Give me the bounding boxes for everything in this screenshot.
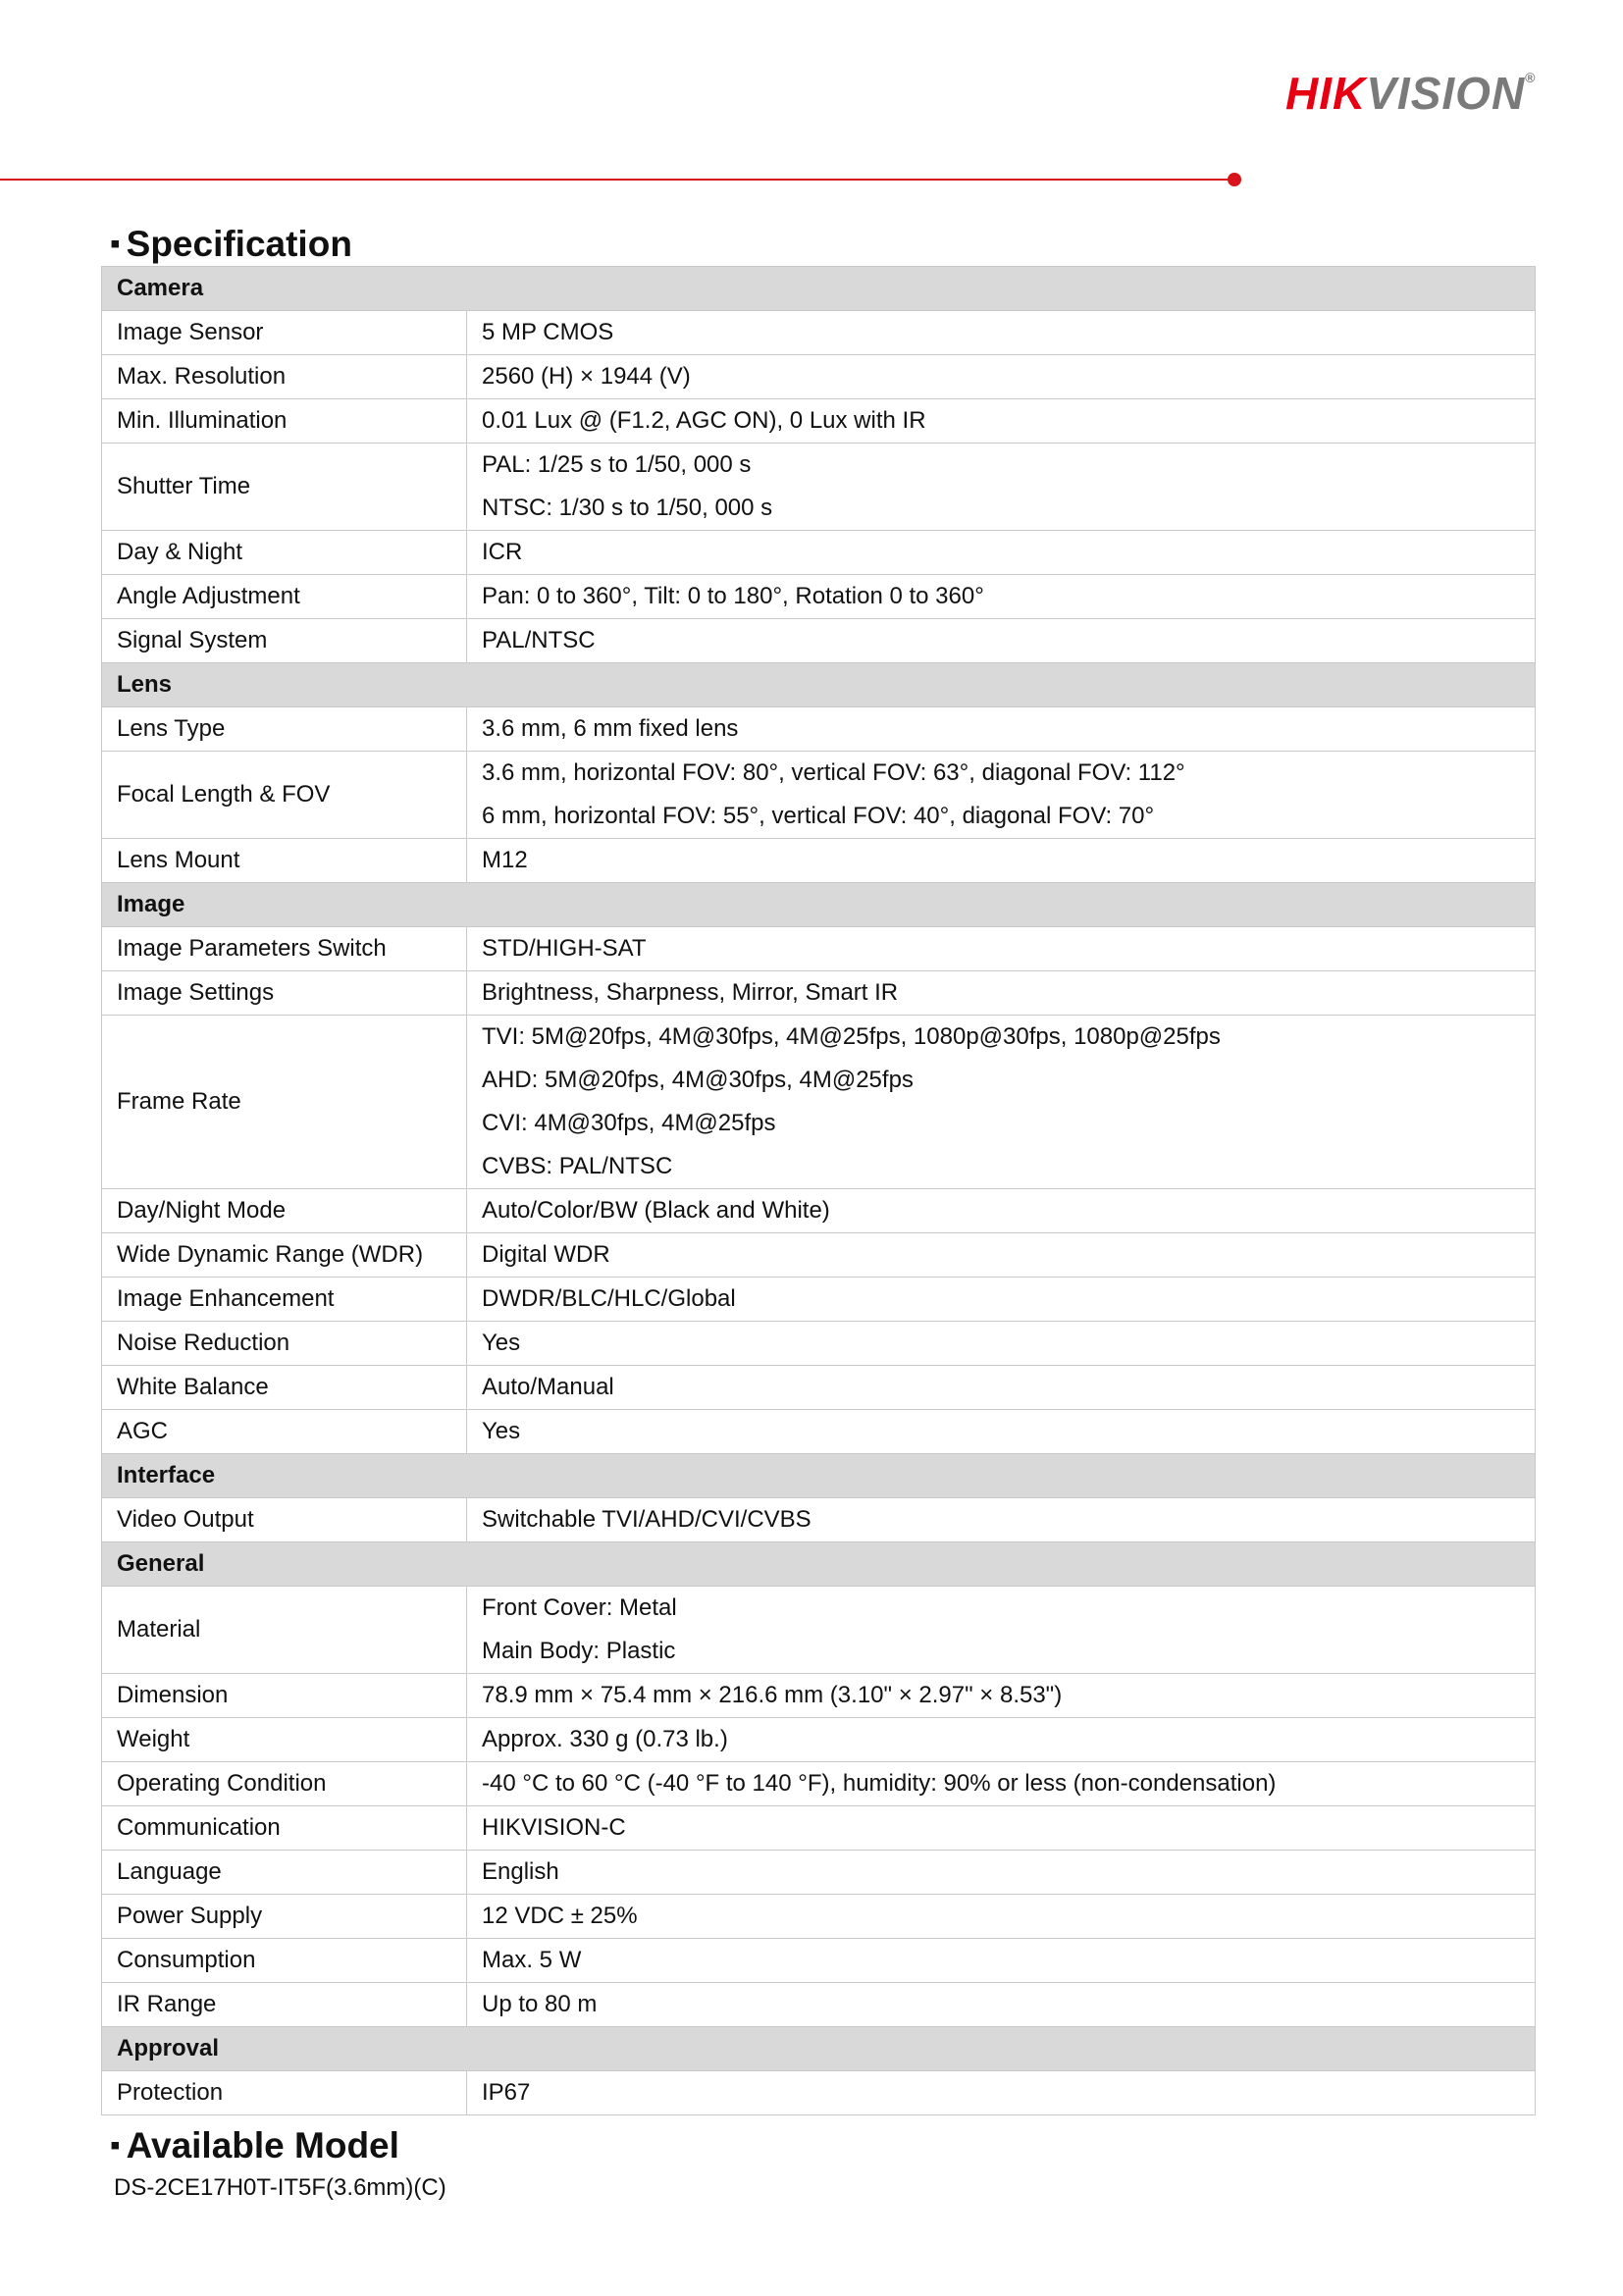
spec-label: Dimension [102,1674,467,1718]
spec-label: Material [102,1587,467,1674]
category-row-general [102,1542,1536,1587]
spec-value: 6 mm, horizontal FOV: 55°, vertical FOV: 40°, diagonal FOV: 70° [482,803,1155,829]
spec-value-cell [467,1366,1536,1410]
spec-row [102,1806,1536,1851]
spec-value: ICR [482,539,523,565]
category-label: Image [102,883,1536,927]
specification-table-body [102,267,1536,2115]
spec-row [102,575,1536,619]
spec-row [102,1233,1536,1278]
header-rule [0,179,1229,181]
spec-value: 3.6 mm, 6 mm fixed lens [482,715,739,742]
spec-value-cell [467,1587,1536,1674]
spec-label: Angle Adjustment [102,575,467,619]
spec-row [102,1718,1536,1762]
spec-row [102,971,1536,1016]
spec-row [102,1189,1536,1233]
spec-row [102,1674,1536,1718]
spec-value-cell [467,1806,1536,1851]
spec-label: Day & Night [102,531,467,575]
spec-value: PAL/NTSC [482,627,596,653]
spec-row [102,1366,1536,1410]
spec-value-cell [467,1410,1536,1454]
spec-value-cell [467,1189,1536,1233]
category-label: General [102,1542,1536,1587]
spec-row [102,1498,1536,1542]
spec-label: Video Output [102,1498,467,1542]
model-number: DS-2CE17H0T-IT5F(3.6mm)(C) [114,2174,446,2201]
spec-value: NTSC: 1/30 s to 1/50, 000 s [482,495,773,521]
spec-row [102,355,1536,399]
spec-label: Protection [102,2071,467,2115]
spec-value-cell [467,1674,1536,1718]
spec-value: Brightness, Sharpness, Mirror, Smart IR [482,979,899,1006]
spec-row [102,1895,1536,1939]
spec-value-cell [467,311,1536,355]
spec-row [102,1278,1536,1322]
spec-value-cell [467,1233,1536,1278]
spec-label: Signal System [102,619,467,663]
spec-label: Consumption [102,1939,467,1983]
specification-heading [110,226,352,262]
spec-label: Power Supply [102,1895,467,1939]
spec-value: 3.6 mm, horizontal FOV: 80°, vertical FOV: 63°, diagonal FOV: 112° [482,759,1185,786]
spec-value-cell [467,1016,1536,1189]
spec-value-cell [467,839,1536,883]
spec-value-cell [467,575,1536,619]
spec-label: Lens Type [102,707,467,752]
spec-value: STD/HIGH-SAT [482,935,647,962]
spec-row [102,707,1536,752]
spec-value-cell [467,971,1536,1016]
spec-value: 5 MP CMOS [482,319,614,345]
spec-label: Min. Illumination [102,399,467,444]
spec-value: Max. 5 W [482,1947,582,1973]
spec-label: Weight [102,1718,467,1762]
spec-value: 0.01 Lux @ (F1.2, AGC ON), 0 Lux with IR [482,407,926,434]
spec-row [102,1322,1536,1366]
category-row-image [102,883,1536,927]
available-model-heading-text: Available Model [126,2125,399,2166]
spec-value-cell [467,444,1536,531]
spec-value-cell [467,1895,1536,1939]
spec-label: Lens Mount [102,839,467,883]
spec-value-cell [467,927,1536,971]
spec-label: IR Range [102,1983,467,2027]
spec-row [102,927,1536,971]
spec-row [102,444,1536,531]
spec-row [102,619,1536,663]
spec-label: Day/Night Mode [102,1189,467,1233]
spec-row [102,311,1536,355]
category-row-approval [102,2027,1536,2071]
spec-value: CVI: 4M@30fps, 4M@25fps [482,1110,776,1136]
spec-value-cell [467,1851,1536,1895]
spec-value-cell [467,1718,1536,1762]
header-rule-dot [1228,173,1241,186]
spec-row [102,1939,1536,1983]
spec-value: Front Cover: Metal [482,1594,677,1621]
spec-row [102,839,1536,883]
spec-label: Image Enhancement [102,1278,467,1322]
square-bullet-icon: ▪ [110,228,121,260]
spec-value: Digital WDR [482,1241,610,1268]
spec-value: Pan: 0 to 360°, Tilt: 0 to 180°, Rotation 0 to 360° [482,583,984,609]
spec-value-cell [467,355,1536,399]
spec-value: Approx. 330 g (0.73 lb.) [482,1726,728,1752]
spec-value: -40 °C to 60 °C (-40 °F to 140 °F), humidity: 90% or less (non-condensation) [482,1770,1277,1797]
spec-value-cell [467,1498,1536,1542]
spec-value-cell [467,1278,1536,1322]
spec-value: 12 VDC ± 25% [482,1903,638,1929]
spec-value-cell [467,1762,1536,1806]
spec-label: Focal Length & FOV [102,752,467,839]
spec-row [102,399,1536,444]
spec-value-cell [467,707,1536,752]
spec-value: Up to 80 m [482,1991,598,2017]
specification-table [101,266,1536,2115]
specification-heading-text: Specification [126,224,352,264]
spec-row [102,1851,1536,1895]
spec-row [102,1587,1536,1674]
category-label: Lens [102,663,1536,707]
spec-label: Image Parameters Switch [102,927,467,971]
logo-registered-mark: ® [1525,70,1537,85]
category-row-camera [102,267,1536,311]
spec-value: HIKVISION-C [482,1814,626,1841]
spec-value-cell [467,2071,1536,2115]
category-label: Interface [102,1454,1536,1498]
spec-row [102,1762,1536,1806]
spec-value-cell [467,619,1536,663]
spec-value: 2560 (H) × 1944 (V) [482,363,691,390]
logo-vision: VISION [1366,68,1526,119]
spec-value: Auto/Manual [482,1374,614,1400]
spec-value: AHD: 5M@20fps, 4M@30fps, 4M@25fps [482,1067,914,1093]
hikvision-logo [1285,68,1537,119]
spec-row [102,1016,1536,1189]
spec-value-cell [467,1983,1536,2027]
spec-label: Noise Reduction [102,1322,467,1366]
spec-row [102,1983,1536,2027]
spec-label: Image Settings [102,971,467,1016]
spec-label: White Balance [102,1366,467,1410]
spec-value: Switchable TVI/AHD/CVI/CVBS [482,1506,812,1533]
spec-value: Auto/Color/BW (Black and White) [482,1197,830,1224]
category-row-lens [102,663,1536,707]
spec-value-cell [467,1939,1536,1983]
spec-label: Communication [102,1806,467,1851]
spec-label: Shutter Time [102,444,467,531]
spec-label: Operating Condition [102,1762,467,1806]
spec-label: Wide Dynamic Range (WDR) [102,1233,467,1278]
spec-value: Yes [482,1418,521,1444]
spec-label: AGC [102,1410,467,1454]
spec-row [102,531,1536,575]
category-row-interface [102,1454,1536,1498]
spec-value: DWDR/BLC/HLC/Global [482,1285,736,1312]
square-bullet-icon: ▪ [110,2129,121,2162]
logo-hik: HIK [1285,68,1367,119]
spec-value: Yes [482,1330,521,1356]
spec-value-cell [467,399,1536,444]
spec-label: Max. Resolution [102,355,467,399]
spec-value-cell [467,752,1536,839]
spec-value: PAL: 1/25 s to 1/50, 000 s [482,451,752,478]
spec-row [102,2071,1536,2115]
spec-value: 78.9 mm × 75.4 mm × 216.6 mm (3.10" × 2.97" × 8.53") [482,1682,1063,1708]
spec-value-cell [467,1322,1536,1366]
spec-value: M12 [482,847,528,873]
spec-value-cell [467,531,1536,575]
spec-value: Main Body: Plastic [482,1638,676,1664]
category-label: Camera [102,267,1536,311]
category-label: Approval [102,2027,1536,2071]
spec-value: CVBS: PAL/NTSC [482,1153,673,1179]
spec-row [102,752,1536,839]
spec-value: IP67 [482,2079,531,2106]
available-model-heading [110,2127,399,2164]
spec-label: Frame Rate [102,1016,467,1189]
spec-label: Image Sensor [102,311,467,355]
spec-value: English [482,1858,559,1885]
spec-value: TVI: 5M@20fps, 4M@30fps, 4M@25fps, 1080p@30fps, 1080p@25fps [482,1023,1221,1050]
spec-label: Language [102,1851,467,1895]
spec-row [102,1410,1536,1454]
